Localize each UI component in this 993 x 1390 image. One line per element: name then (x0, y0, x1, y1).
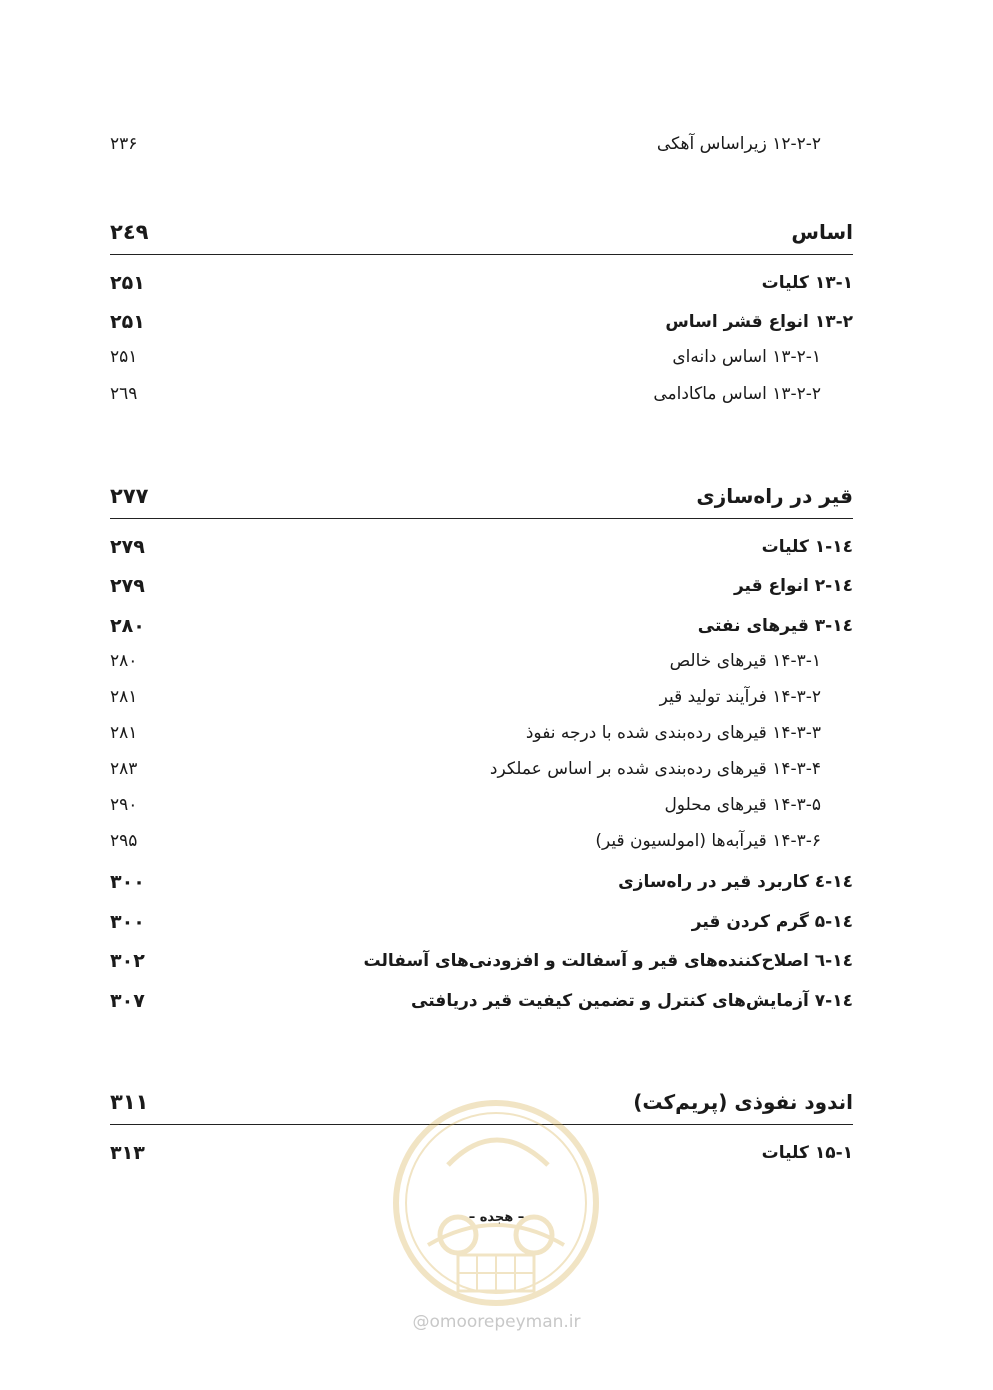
toc-entry[interactable] (110, 680, 853, 714)
toc-entry[interactable] (110, 644, 853, 678)
toc-entry[interactable] (110, 865, 853, 899)
toc-entry-page: ۲۵۱ (110, 272, 145, 294)
toc-entry-title: ۱۴-۳-۳ قیرهای رده‌بندی شده با درجه نفوذ (525, 723, 821, 743)
toc-entry[interactable] (110, 305, 853, 339)
toc-entry[interactable] (110, 266, 853, 300)
toc-entry-title: ۱٤-٦ اصلاح‌کننده‌های قیر و آسفالت و افزودنی‌های آسفالت (363, 951, 853, 971)
toc-entry-page: ۳۰۰ (110, 911, 145, 933)
toc-entry-page: ۲۵۱ (110, 347, 138, 367)
page-footer: – هجده – (468, 1210, 525, 1225)
toc-entry[interactable] (110, 788, 853, 822)
toc-entry-title: ۱۴-۳-۴ قیرهای رده‌بندی شده بر اساس عملکرد (489, 759, 821, 779)
toc-chapter[interactable] (110, 479, 853, 513)
toc-entry-page: ۲۵۱ (110, 311, 145, 333)
toc-entry-page: ۳۰۰ (110, 871, 145, 893)
toc-entry[interactable] (110, 340, 853, 374)
toc-entry-page: ۲۸۱ (110, 687, 138, 707)
toc-entry-title: ۱۴-۳-۲ فرآیند تولید قیر (659, 687, 821, 707)
toc-entry-page: ۲۹۰ (110, 795, 138, 815)
toc-entry[interactable] (110, 609, 853, 643)
toc-chapter-page: ۳۱۱ (110, 1090, 149, 1114)
chapter-divider (110, 518, 853, 519)
watermark-url: @omoorepeyman.ir (412, 1312, 581, 1332)
toc-entry-page: ۲۸۰ (110, 651, 138, 671)
chapter-divider (110, 254, 853, 255)
toc-entry-title: ۱٤-۲ انواع قیر (733, 576, 853, 596)
toc-entry[interactable] (110, 530, 853, 564)
toc-entry-title: ۱۴-۳-۱ قیرهای خالص (669, 651, 821, 671)
toc-entry-title: ۱۳-۲ انواع قشر اساس (665, 312, 853, 332)
toc-entry-page: ۲۷۹ (110, 536, 145, 558)
toc-chapter-title: اساس (791, 220, 853, 244)
toc-entry[interactable] (110, 377, 853, 411)
toc-entry-page: ۲۸۰ (110, 615, 145, 637)
toc-chapter[interactable] (110, 215, 853, 249)
toc-entry-page: ۳۰۲ (110, 950, 145, 972)
toc-chapter-page: ۲۷۷ (110, 484, 149, 508)
toc-entry-title: ۱۳-۲-۲ اساس ماکادامی (653, 384, 821, 404)
toc-entry-title: ۱۴-۳-۶ قیرآبه‌ها (امولسیون قیر) (595, 831, 821, 851)
toc-entry[interactable] (110, 905, 853, 939)
toc-entry-page: ۳۰۷ (110, 990, 145, 1012)
toc-entry-page: ۳۱۳ (110, 1142, 145, 1164)
toc-entry[interactable] (110, 984, 853, 1018)
toc-entry[interactable] (110, 569, 853, 603)
toc-entry-title: ۱۴-۳-۵ قیرهای محلول (664, 795, 821, 815)
toc-entry-title: ۱٤-۱ کلیات (761, 537, 853, 557)
toc-entry[interactable] (110, 716, 853, 750)
toc-entry-title: ۱٤-۵ گرم کردن قیر (691, 912, 853, 932)
toc-entry-title: ۱۵-۱ کلیات (761, 1143, 853, 1163)
toc-chapter-page: ۲٤۹ (110, 220, 149, 244)
toc-chapter-title: اندود نفوذی (پریم‌کت) (633, 1090, 853, 1114)
toc-entry[interactable] (110, 127, 853, 161)
toc-entry-title: ۱۳-۲-۱ اساس دانه‌ای (672, 347, 821, 367)
toc-chapter-title: قیر در راه‌سازی (696, 484, 853, 508)
toc-entry[interactable] (110, 824, 853, 858)
toc-entry-page: ۲٦۹ (110, 384, 138, 404)
toc-entry-page: ۲۹۵ (110, 831, 138, 851)
toc-entry-title: ۱٤-۷ آزمایش‌های کنترل و تضمین کیفیت قیر دریافتی (411, 991, 853, 1011)
toc-entry[interactable] (110, 944, 853, 978)
toc-entry[interactable] (110, 752, 853, 786)
toc-entry-title: ۱٤-۳ قیرهای نفتی (697, 616, 853, 636)
watermark-logo-icon (388, 1095, 604, 1311)
toc-entry-title: ۱۲-۲-۲ زیراساس آهکی (656, 134, 821, 154)
toc-entry-page: ۲۷۹ (110, 575, 145, 597)
toc-entry-page: ۲۳۶ (110, 134, 138, 154)
toc-entry-title: ۱۳-۱ کلیات (761, 273, 853, 293)
toc-entry-title: ۱٤-٤ کاربرد قیر در راه‌سازی (618, 872, 853, 892)
toc-entry-page: ۲۸۱ (110, 723, 138, 743)
toc-entry-page: ۲۸۳ (110, 759, 138, 779)
